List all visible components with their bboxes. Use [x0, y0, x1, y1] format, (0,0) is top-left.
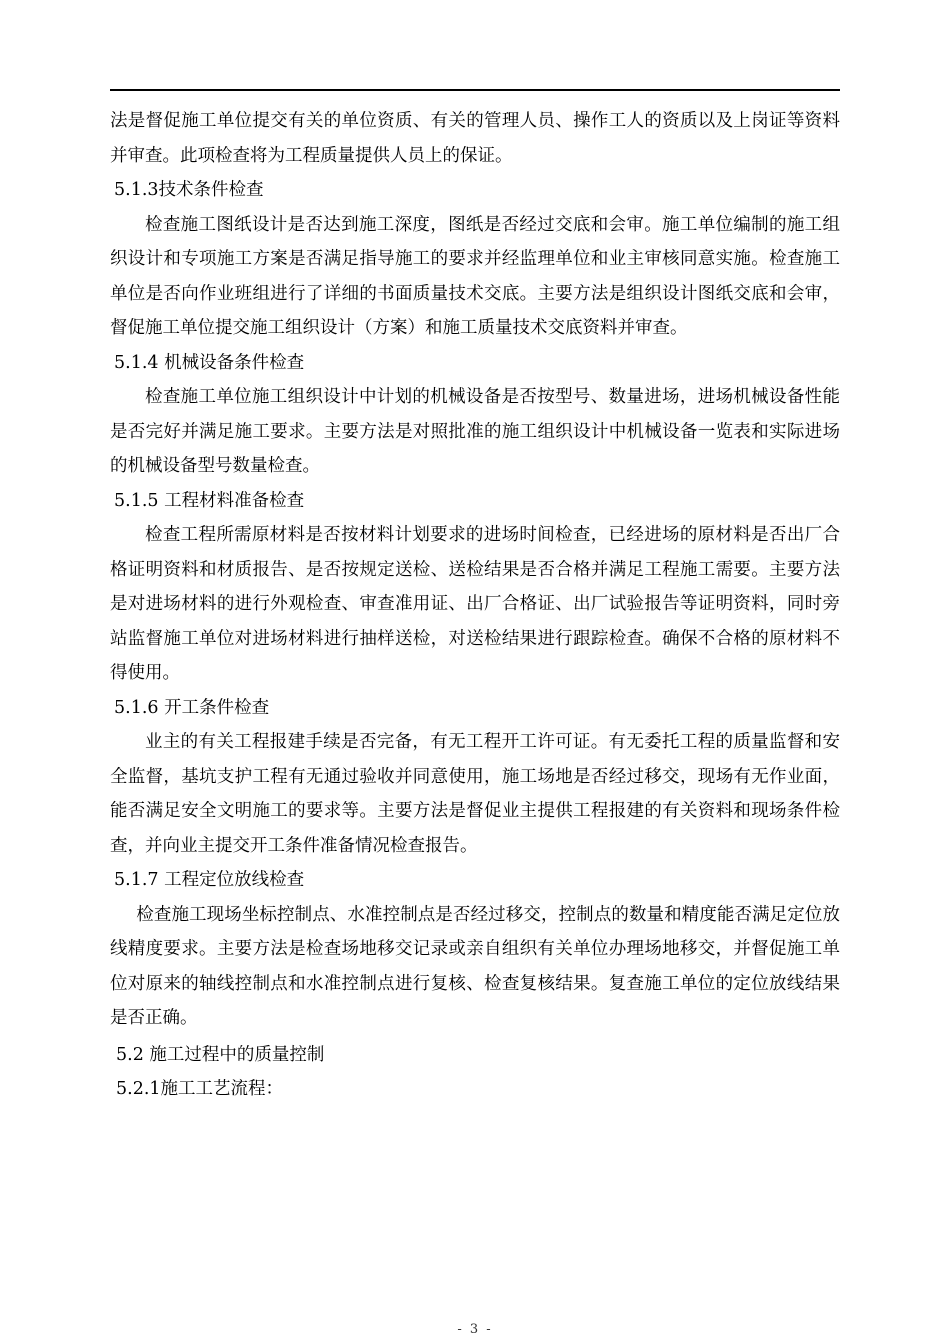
document-body	[110, 104, 840, 1107]
heading-5-1-3: 5.1.3技术条件检查	[114, 180, 264, 200]
paragraph-5-1-6: 业主的有关工程报建手续是否完备，有无工程开工许可证。有无委托工程的质量监督和安全监督，基坑支护工程有无通过验收并同意使用，施工场地是否经过移交，现场有无作业面，能否满足安全文明施工的要求等。主要方法是督促业主提供工程报建的有关资料和现场条件检查，并向业主提交开工条件准备情况检查报告。	[110, 732, 840, 856]
header-rule	[110, 89, 840, 91]
paragraph-5-1-5: 检查工程所需原材料是否按材料计划要求的进场时间检查，已经进场的原材料是否出厂合格证明资料和材质报告、是否按规定送检、送检结果是否合格并满足工程施工需要。主要方法是对进场材料的进行外观检查、审查准用证、出厂合格证、出厂试验报告等证明资料，同时旁站监督施工单位对进场材料进行抽样送检，对送检结果进行跟踪检查。确保不合格的原材料不得使用。	[110, 525, 840, 683]
paragraph-5-1-3: 检查施工图纸设计是否达到施工深度，图纸是否经过交底和会审。施工单位编制的施工组织设计和专项施工方案是否满足指导施工的要求并经监理单位和业主审核同意实施。检查施工单位是否向作业班组进行了详细的书面质量技术交底。主要方法是组织设计图纸交底和会审，督促施工单位提交施工组织设计（方案）和施工质量技术交底资料并审查。	[110, 214, 840, 338]
paragraph-5-1-7: 检查施工现场坐标控制点、水准控制点是否经过移交，控制点的数量和精度能否满足定位放线精度要求。主要方法是检查场地移交记录或亲自组织有关单位办理场地移交，并督促施工单位对原来的轴线控制点和水准控制点进行复核、检查复核结果。复查施工单位的定位放线结果是否正确。	[110, 904, 840, 1028]
heading-5-2-1: 5.2.1施工工艺流程：	[116, 1079, 284, 1099]
heading-5-1-4: 5.1.4 机械设备条件检查	[114, 352, 305, 373]
paragraph-5-1-4: 检查施工单位施工组织设计中计划的机械设备是否按型号、数量进场，进场机械设备性能是否完好并满足施工要求。主要方法是对照批准的施工组织设计中机械设备一览表和实际进场的机械设备型号数量检查。	[110, 387, 840, 476]
heading-5-1-7: 5.1.7 工程定位放线检查	[114, 870, 305, 890]
heading-5-1-5: 5.1.5 工程材料准备检查	[114, 490, 305, 511]
heading-5-1-6: 5.1.6 开工条件检查	[114, 697, 270, 718]
heading-5-2: 5.2 施工过程中的质量控制	[116, 1044, 325, 1065]
paragraph-continued: 法是督促施工单位提交有关的单位资质、有关的管理人员、操作工人的资质以及上岗证等资料并审查。此项检查将为工程质量提供人员上的保证。	[110, 111, 840, 166]
page-number: - 3 -	[457, 1322, 493, 1337]
